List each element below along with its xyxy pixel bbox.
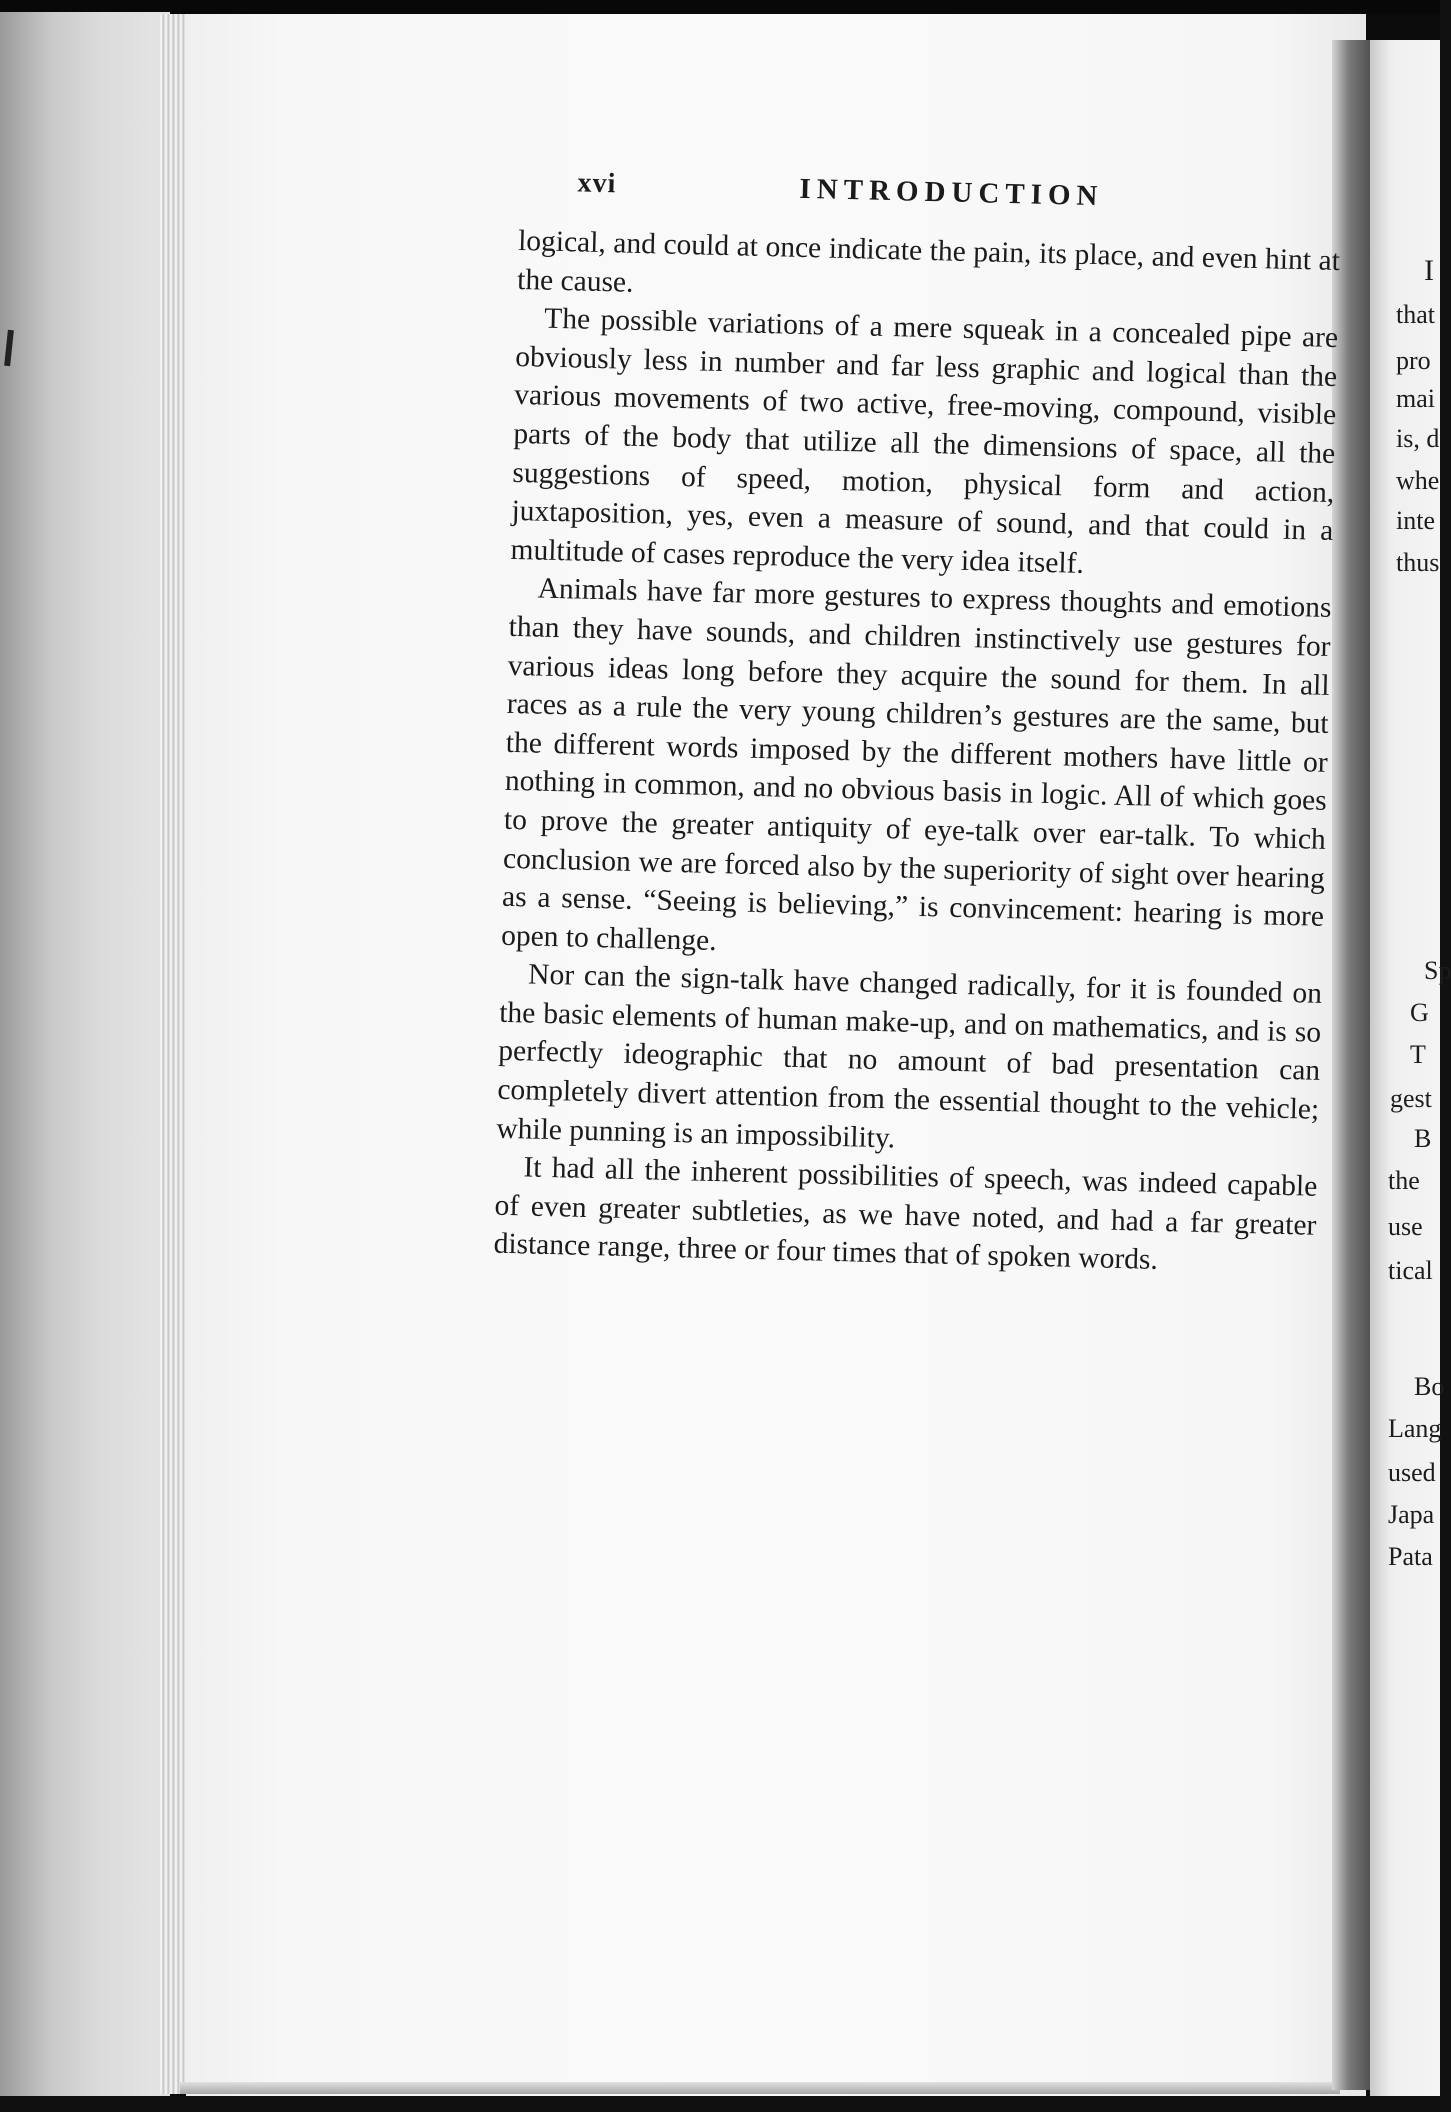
facing-page-fragment: mai bbox=[1396, 384, 1435, 413]
facing-page-fragment: Sp bbox=[1424, 956, 1451, 985]
facing-page-fragment: I bbox=[1424, 254, 1434, 287]
paragraph-1: logical, and could at once indicate the pain, its place, and even hint at the cause. bbox=[516, 224, 1341, 299]
facing-page-fragment: used bbox=[1388, 1458, 1436, 1487]
facing-page-fragment: inte bbox=[1396, 506, 1435, 535]
facing-page-fragment: Lang bbox=[1388, 1414, 1442, 1443]
facing-page-fragment: Bo bbox=[1414, 1372, 1445, 1401]
facing-page-fragment: the bbox=[1388, 1166, 1420, 1195]
facing-page-fragment: tical bbox=[1388, 1256, 1433, 1285]
facing-page-fragment: T bbox=[1410, 1040, 1426, 1069]
facing-page-fragment: thus bbox=[1396, 548, 1440, 577]
paragraph-2: The possible variations of a mere squeak in a concealed pipe are obviously less in number and far less graphic and logical than the various movements of two active, free-moving, compound, visible parts of the body that utilize all the dimensions of space, all the suggestions of speed, motion, physical form and action, juxtaposition, yes, even a measure of sound, and that could in a multitude of cases reproduce the very idea itself. bbox=[510, 302, 1339, 580]
scan-bottom-border bbox=[0, 2096, 1440, 2112]
paragraph-3: Animals have far more gestures to express thoughts and emotions than they have sounds, and children instinctively use gestures for various ideas long before they acquire the sound for them. In all races as a rule the very young children’s gestures are the same, but the different words imposed by the different mothers have little or nothing in common, and no obvious basis in logic. All of which goes to prove the greater antiquity of eye-talk over ear-talk. To which conclusion we are forced also by the superiority of sight over hearing as a sense. “Seeing is believing,” is convincement: hearing is more open to challenge. bbox=[500, 572, 1332, 957]
page-text-block bbox=[493, 166, 1342, 1284]
book-cover-board bbox=[0, 12, 170, 2112]
page-bottom-edge bbox=[180, 2082, 1340, 2094]
paragraph-4: Nor can the sign-talk have changed radically, for it is founded on the basic elements of human make-up, and on mathematics, and is so perfectly ideographic that no amount of bad presentation can completely divert attention from the essential thought to the vehicle; while punning is an impossibility. bbox=[496, 958, 1323, 1155]
facing-page-fragment: gest bbox=[1390, 1084, 1432, 1113]
book-gutter-shadow bbox=[1332, 40, 1374, 2090]
facing-page-fragment: is, d bbox=[1396, 424, 1440, 453]
facing-page-fragment: Japa bbox=[1388, 1500, 1435, 1529]
facing-page-fragment: use bbox=[1388, 1212, 1423, 1241]
paragraph-5: It had all the inherent possibilities of speech, was indeed capable of even greater subtleties, as we have noted, and had a far greater distance range, three or four times that of spoken words. bbox=[493, 1151, 1318, 1277]
page-number: xvi bbox=[577, 167, 617, 200]
facing-page-fragment: G bbox=[1410, 998, 1429, 1027]
facing-page-fragment: Pata bbox=[1388, 1542, 1433, 1571]
facing-page-fragment: B bbox=[1414, 1124, 1432, 1153]
facing-page-fragment: whe bbox=[1396, 466, 1440, 495]
facing-page-fragment: pro bbox=[1396, 346, 1431, 375]
running-head-title: INTRODUCTION bbox=[799, 172, 1104, 213]
facing-page-fragment: that bbox=[1396, 300, 1435, 329]
scan-top-border bbox=[0, 0, 1440, 14]
